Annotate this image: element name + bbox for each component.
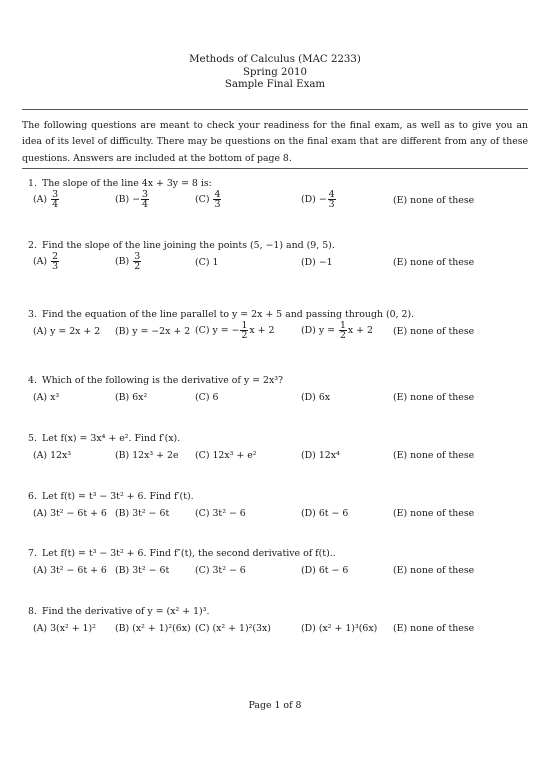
choice-label: (A): [33, 565, 51, 576]
choice-text: none of these: [410, 326, 475, 337]
question-text: Let f(t) = t³ − 3t² + 6. Find f″(t), the second derivative of f(t)..: [39, 548, 336, 559]
choice-label: (A): [33, 392, 51, 403]
answer-choice: [33, 190, 60, 209]
choice-label: (D): [301, 623, 319, 634]
choice-text: none of these: [410, 195, 475, 206]
question-stem: [28, 309, 414, 320]
choice-text: 3t² − 6: [212, 565, 246, 576]
question-text: Find the equation of the line parallel to y = 2x + 5 and passing through (0, 2).: [39, 309, 415, 320]
answer-choice: [393, 623, 474, 634]
choice-text: (x² + 1)²(6x): [132, 623, 191, 634]
question-number: 5.: [28, 433, 37, 444]
choice-prefix: y =: [318, 325, 338, 336]
answer-choice: [393, 508, 474, 519]
answer-choice: [301, 392, 330, 403]
fraction: [213, 190, 221, 209]
fraction-numerator: 1: [241, 320, 248, 331]
answer-choice: [33, 450, 71, 461]
exam-subtitle: Sample Final Exam: [224, 79, 326, 90]
question-stem: [28, 548, 336, 559]
choice-text: 3t² − 6t: [132, 565, 170, 576]
fraction-denominator: 3: [52, 261, 59, 272]
bottom-divider: [22, 168, 528, 169]
choice-label: (B): [115, 326, 133, 337]
fraction: [240, 321, 248, 340]
choice-text: 3t² − 6: [212, 508, 246, 519]
answer-choice: [393, 195, 474, 206]
choice-label: (A): [33, 326, 51, 337]
choice-label: (D): [301, 257, 319, 268]
fraction-numerator: 1: [339, 320, 346, 331]
choice-text: none of these: [410, 565, 475, 576]
choice-text: 6t − 6: [318, 508, 349, 519]
answer-choice: [195, 321, 274, 340]
fraction-numerator: 3: [52, 189, 59, 200]
choice-label: (B): [115, 392, 133, 403]
fraction-numerator: 4: [214, 189, 221, 200]
choice-text: 6: [212, 392, 219, 403]
choice-label: (D): [301, 325, 319, 336]
answer-choice: [301, 623, 377, 634]
question-text: Let f(t) = t³ − 3t² + 6. Find f′(t).: [39, 491, 194, 502]
answer-choice: [393, 326, 474, 337]
choice-text: none of these: [410, 257, 475, 268]
choice-prefix: −: [132, 194, 141, 205]
choice-text: 12x⁴: [318, 450, 340, 461]
choice-text: 3(x² + 1)²: [50, 623, 96, 634]
answer-choice: [393, 257, 474, 268]
question-text: Let f(x) = 3x⁴ + e². Find f′(x).: [39, 433, 181, 444]
fraction-denominator: 2: [339, 330, 346, 341]
choice-label: (E): [393, 508, 411, 519]
choice-suffix: x + 2: [347, 325, 373, 336]
choice-label: (D): [301, 450, 319, 461]
fraction: [328, 190, 336, 209]
answer-choice: [115, 326, 190, 337]
fraction-numerator: 3: [134, 251, 141, 262]
question-number: 3.: [28, 309, 37, 320]
choice-label: (B): [115, 194, 133, 205]
answer-choice: [115, 190, 150, 209]
choice-text: 1: [212, 257, 219, 268]
choice-label: (C): [195, 257, 213, 268]
answer-choice: [33, 508, 107, 519]
choice-label: (B): [115, 450, 133, 461]
answer-choice: [115, 623, 191, 634]
answer-choice: [115, 565, 169, 576]
choice-label: (D): [301, 508, 319, 519]
choice-label: (C): [195, 565, 213, 576]
fraction: [133, 252, 141, 271]
choice-prefix: −: [318, 194, 327, 205]
choice-label: (E): [393, 623, 411, 634]
fraction-numerator: 2: [52, 251, 59, 262]
choice-text: none of these: [410, 450, 475, 461]
question-text: Find the slope of the line joining the points (5, −1) and (9, 5).: [39, 240, 335, 251]
choice-label: (E): [393, 257, 411, 268]
choice-label: (B): [115, 623, 133, 634]
fraction: [141, 190, 149, 209]
choice-label: (E): [393, 195, 411, 206]
answer-choice: [115, 252, 142, 271]
question-number: 8.: [28, 606, 37, 617]
exam-header: [0, 54, 550, 92]
choice-label: (C): [195, 392, 213, 403]
question-stem: [28, 240, 335, 251]
term: Spring 2010: [243, 66, 307, 78]
top-divider: [22, 109, 528, 110]
answer-choice: [301, 450, 340, 461]
choice-text: 3t² − 6t: [132, 508, 170, 519]
fraction-denominator: 4: [52, 199, 59, 210]
fraction: [51, 252, 59, 271]
choice-text: 6x²: [132, 392, 148, 403]
answer-choice: [195, 257, 218, 268]
choice-label: (E): [393, 450, 411, 461]
choice-text: 12x³: [50, 450, 72, 461]
choice-text: (x² + 1)³(6x): [318, 623, 378, 634]
choice-label: (D): [301, 565, 319, 576]
choice-prefix: y = −: [212, 325, 240, 336]
question-stem: [28, 606, 209, 617]
answer-choice: [195, 450, 257, 461]
answer-choice: [301, 565, 348, 576]
answer-choice: [301, 321, 373, 340]
answer-choice: [115, 392, 147, 403]
choice-label: (D): [301, 392, 319, 403]
answer-choice: [195, 565, 246, 576]
choice-label: (E): [393, 565, 411, 576]
answer-choice: [301, 508, 348, 519]
answer-choice: [301, 257, 333, 268]
answer-choice: [195, 623, 271, 634]
fraction-denominator: 2: [241, 330, 248, 341]
answer-choice: [115, 508, 169, 519]
question-text: Which of the following is the derivative of y = 2x³?: [39, 375, 284, 386]
question-stem: [28, 178, 212, 189]
choice-label: (C): [195, 325, 213, 336]
choice-label: (A): [33, 194, 51, 205]
choice-label: (C): [195, 450, 213, 461]
answer-choice: [195, 508, 246, 519]
choice-label: (C): [195, 508, 213, 519]
question-stem: [28, 375, 283, 386]
choice-label: (A): [33, 450, 51, 461]
question-number: 1.: [28, 178, 37, 189]
question-text: The slope of the line 4x + 3y = 8 is:: [39, 178, 212, 189]
fraction-denominator: 2: [134, 261, 141, 272]
choice-text: 3t² − 6t + 6: [50, 508, 107, 519]
choice-text: x³: [50, 392, 60, 403]
choice-text: y = −2x + 2: [132, 326, 191, 337]
answer-choice: [195, 190, 222, 209]
course-title: Methods of Calculus (MAC 2233): [189, 54, 361, 65]
answer-choice: [115, 450, 179, 461]
choice-text: none of these: [410, 392, 475, 403]
question-number: 4.: [28, 375, 37, 386]
choice-text: 12x³ + 2e: [132, 450, 179, 461]
choice-suffix: x + 2: [249, 325, 275, 336]
choice-label: (C): [195, 623, 213, 634]
answer-choice: [33, 252, 60, 271]
answer-choice: [393, 392, 474, 403]
question-number: 6.: [28, 491, 37, 502]
answer-choice: [33, 565, 107, 576]
choice-text: none of these: [410, 508, 475, 519]
instructions-paragraph: The following questions are meant to check your readiness for the final exam, as well as to give you an idea of its level of difficulty. There may be questions on the final exam that are different from any of these questions. Answers are included at the bottom of page 8.: [22, 120, 528, 164]
answer-choice: [393, 565, 474, 576]
question-stem: [28, 433, 180, 444]
answer-choice: [33, 326, 100, 337]
question-stem: [28, 491, 194, 502]
choice-label: (E): [393, 392, 411, 403]
choice-label: (D): [301, 194, 319, 205]
answer-choice: [393, 450, 474, 461]
choice-label: (A): [33, 256, 51, 267]
fraction-denominator: 3: [328, 199, 335, 210]
fraction-numerator: 4: [328, 189, 335, 200]
choice-label: (A): [33, 623, 51, 634]
choice-text: none of these: [410, 623, 475, 634]
fraction: [51, 190, 59, 209]
choice-label: (A): [33, 508, 51, 519]
choice-text: (x² + 1)²(3x): [212, 623, 271, 634]
choice-label: (B): [115, 256, 133, 267]
answer-choice: [301, 190, 337, 209]
fraction: [339, 321, 347, 340]
fraction-denominator: 4: [142, 199, 149, 210]
page-number: Page 1 of 8: [248, 700, 302, 711]
fraction-numerator: 3: [142, 189, 149, 200]
choice-text: 6x: [318, 392, 331, 403]
choice-text: 6t − 6: [318, 565, 349, 576]
answer-choice: [195, 392, 218, 403]
question-number: 2.: [28, 240, 37, 251]
choice-text: 3t² − 6t + 6: [50, 565, 107, 576]
question-number: 7.: [28, 548, 37, 559]
answer-choice: [33, 392, 59, 403]
choice-text: 12x³ + e²: [212, 450, 257, 461]
choice-label: (B): [115, 565, 133, 576]
choice-label: (E): [393, 326, 411, 337]
question-text: Find the derivative of y = (x² + 1)³.: [39, 606, 210, 617]
choice-text: −1: [318, 257, 333, 268]
answer-choice: [33, 623, 96, 634]
choice-label: (B): [115, 508, 133, 519]
fraction-denominator: 3: [214, 199, 221, 210]
choice-label: (C): [195, 194, 213, 205]
choice-text: y = 2x + 2: [50, 326, 101, 337]
